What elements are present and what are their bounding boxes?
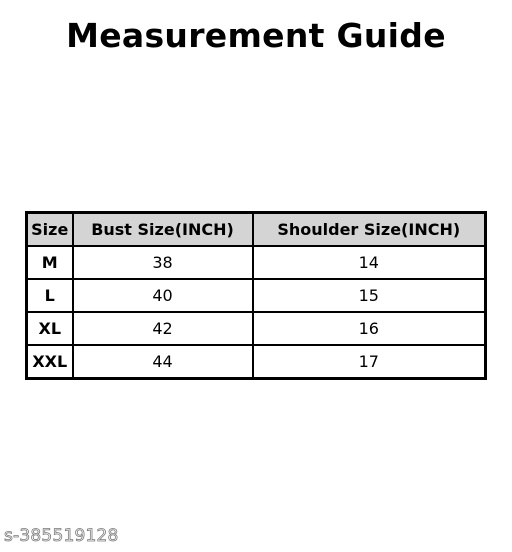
bust-cell: 44 xyxy=(73,345,253,379)
page-title: Measurement Guide xyxy=(66,16,446,55)
size-cell: XL xyxy=(27,312,73,345)
bust-cell: 42 xyxy=(73,312,253,345)
watermark-id: s-385519128 xyxy=(4,526,119,546)
table-row xyxy=(27,279,486,312)
header-size: Size xyxy=(27,213,73,247)
shoulder-cell: 16 xyxy=(253,312,486,345)
table-row xyxy=(27,345,486,379)
shoulder-cell: 17 xyxy=(253,345,486,379)
table-header-row xyxy=(27,213,486,247)
size-cell: L xyxy=(27,279,73,312)
shoulder-cell: 14 xyxy=(253,246,486,279)
size-cell: M xyxy=(27,246,73,279)
size-cell: XXL xyxy=(27,345,73,379)
header-bust-size: Bust Size(INCH) xyxy=(73,213,253,247)
bust-cell: 38 xyxy=(73,246,253,279)
table-row xyxy=(27,312,486,345)
bust-cell: 40 xyxy=(73,279,253,312)
header-shoulder-size: Shoulder Size(INCH) xyxy=(253,213,486,247)
table-row xyxy=(27,246,486,279)
measurement-table xyxy=(25,211,487,380)
shoulder-cell: 15 xyxy=(253,279,486,312)
